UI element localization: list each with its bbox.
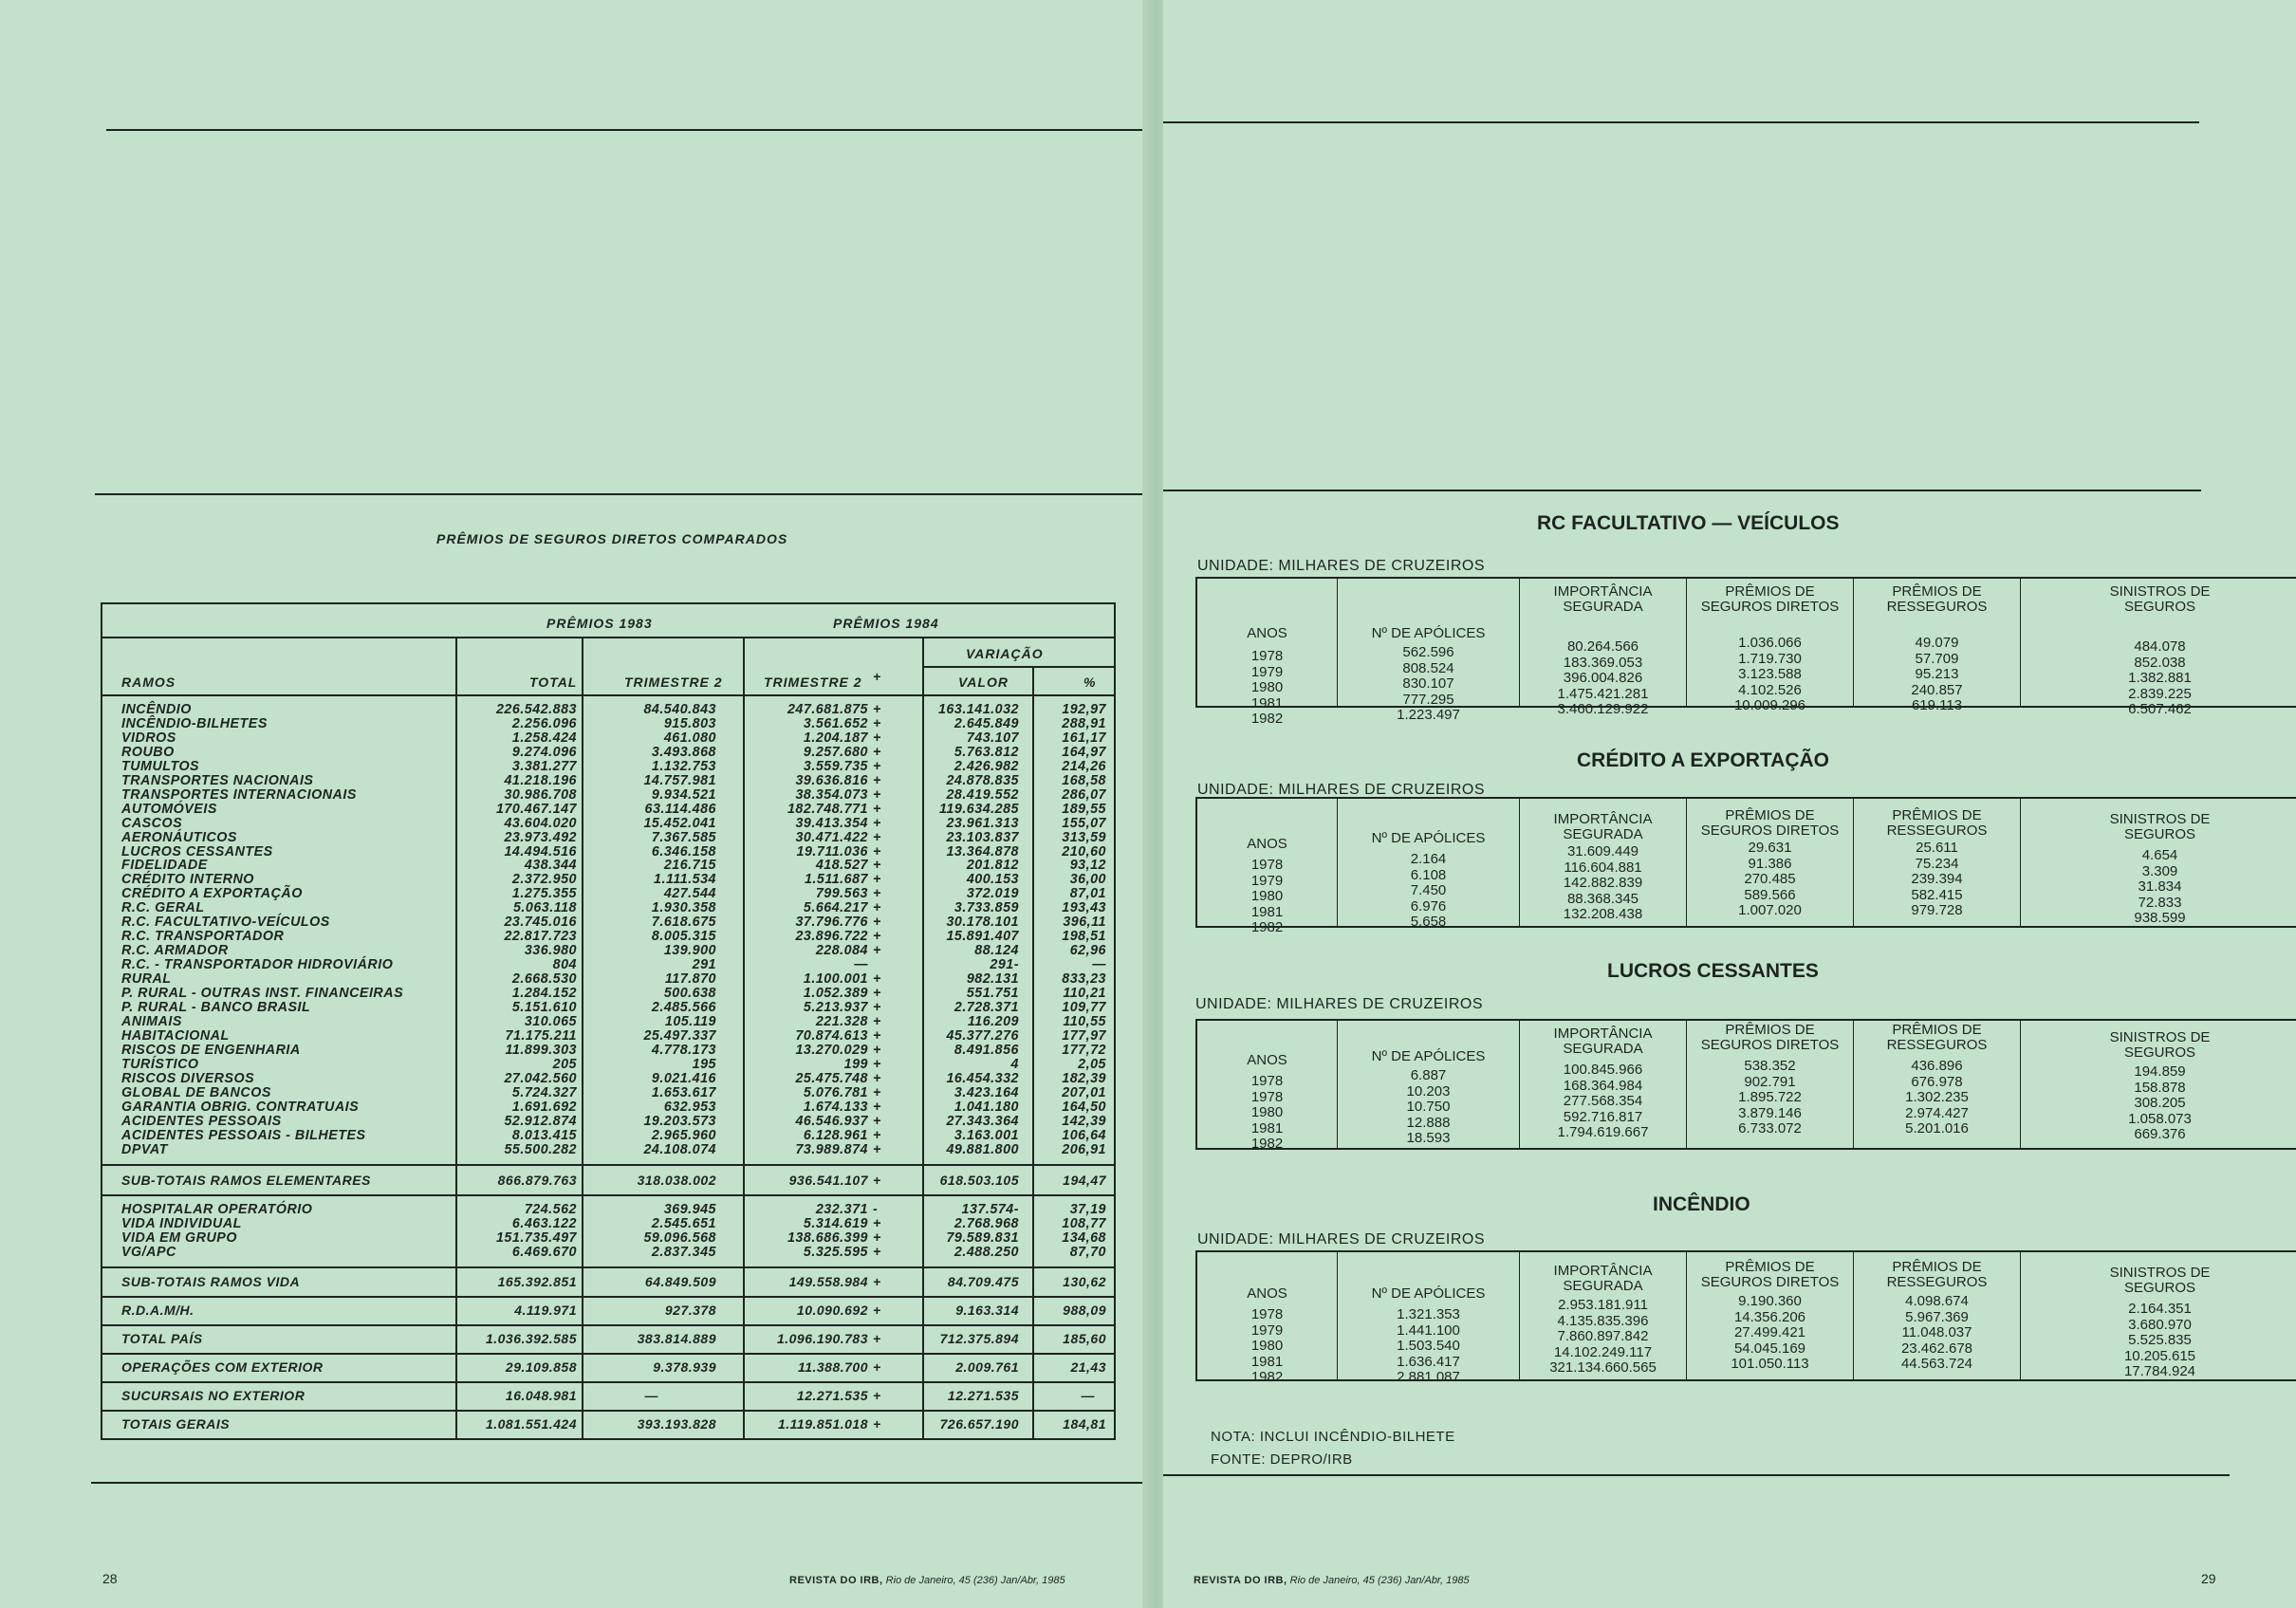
totais-gerais-row: TOTAIS GERAIS 1.081.551.424 393.193.828 1.119.851.018 + 726.657.190 184,81: [121, 1416, 1106, 1432]
operacoes-exterior-row: OPERAÇÕES COM EXTERIOR 29.109.858 9.378.939 11.388.700 + 2.009.761 21,43: [121, 1359, 1106, 1375]
rc-premios-resseguros: 49.079 57.709 95.213 240.857 619.113: [1911, 635, 1963, 713]
header-ramos: RAMOS: [121, 675, 176, 690]
block1-trim84-column: 247.681.875 3.561.652 1.204.187 9.257.680 3.559.735 39.636.816 38.354.073 182.748.771 39.413.354 30.471.422 19.711.036 418.527 1.511.687 799.563 5.664.217 37.796.776 23.896.722 228.084 — 1.100.001 1.052.389 5.213.937 221.328 70.874.613 13.270.029 199 25.475.748 5.076.781 1.674.133 46.546.937 6.128.961 73.989.874: [787, 702, 868, 1157]
bottom-rule-right: [1163, 1474, 2230, 1476]
page-number-right: 29: [2201, 1571, 2216, 1586]
header-total: TOTAL: [529, 675, 578, 690]
block1-pct-column: 192,97 288,91 161,17 164,97 214,26 168,58 286,07 189,55 155,07 313,59 210,60 93,12 36,00 87,01 193,43 396,11 198,51 62,96 — 833,23 110,21 109,77 110,55 177,97 177,72 2,05 182,39 207,01 164,50 142,39 106,64 206,91: [1062, 702, 1106, 1157]
block2-trim83-column: 369.945 2.545.651 59.096.568 2.837.345: [643, 1202, 716, 1260]
unidade-lucros-cessantes: UNIDADE: MILHARES DE CRUZEIROS: [1195, 996, 1484, 1012]
block2-valor-column: 137.574- 2.768.968 79.589.831 2.488.250: [946, 1202, 1019, 1260]
sucursais-exterior-row: SUCURSAIS NO EXTERIOR 16.048.981 — 12.271.535 + 12.271.535 —: [121, 1388, 1095, 1403]
rc-importancia: 80.264.566 183.369.053 396.004.826 1.475.421.281 3.460.129.922: [1557, 638, 1649, 717]
header-valor: VALOR: [958, 675, 1009, 690]
header-trimestre2-1984: TRIMESTRE 2: [764, 675, 862, 690]
total-pais-row: TOTAL PAÍS 1.036.392.585 383.814.889 1.096.190.783 + 712.375.894 185,60: [121, 1331, 1106, 1346]
subtotal-vida-row: SUB-TOTAIS RAMOS VIDA 165.392.851 64.849.509 149.558.984 + 84.709.475 130,62: [121, 1274, 1106, 1289]
table-incendio: ANOS 1978 1979 1980 1981 1982 Nº DE APÓLICES 1.321.353 1.441.100 1.503.540 1.636.417 2.881.087 IMPORTÂNCIA SEGURADA 2.953.181.911 4.135.835.396 7.860.897.842 14.102.249.117 321.134.660.565 PRÊMIOS DE SEGUROS DIRETOS 9.190.360 14.356.206 27.499.421 54.045.169 101.050.113 PRÊMIOS DE RESSEGUROS 4.098.674 5.967.369 11.048.037 23.462.678 44.563.724 SINISTROS DE SEGUROS 2.164.351 3.680.970 5.525.835 10.205.615 17.784.924: [1195, 1250, 2296, 1381]
rc-premios-diretos: 1.036.066 1.719.730 3.123.588 4.102.526 10.009.296: [1733, 635, 1806, 713]
table-lucros-cessantes: ANOS 1978 1978 1980 1981 1982 Nº DE APÓLICES 6.887 10.203 10.750 12.888 18.593 IMPORTÂNCIA SEGURADA 100.845.966 168.364.984 277.568.354 592.716.817 1.794.619.667 PRÊMIOS DE SEGUROS DIRETOS 538.352 902.791 1.895.722 3.879.146 6.733.072 PRÊMIOS DE RESSEGUROS 436.896 676.978 1.302.235 2.974.427 5.201.016 SINISTROS DE SEGUROS 194.859 158.878 308.205 1.058.073 669.376: [1195, 1019, 2296, 1150]
block1-plus-column: + + + + + + + + + + + + + + + + + + + + + + + + + + + + + + +: [873, 702, 881, 1157]
nota: NOTA: INCLUI INCÊNDIO-BILHETE: [1211, 1429, 1455, 1445]
table-title: PRÊMIOS DE SEGUROS DIRETOS COMPARADOS: [436, 531, 788, 546]
subtotal-elementares-row: SUB-TOTAIS RAMOS ELEMENTARES 866.879.763 318.038.002 936.541.107 + 618.503.105 194,47: [121, 1173, 1106, 1188]
footer-left: REVISTA DO IRB, Rio de Janeiro, 45 (236) Jan/Abr, 1985: [789, 1575, 1065, 1586]
section-rule-right: [1163, 490, 2201, 491]
header-pct: %: [1083, 675, 1097, 690]
block2-total-column: 724.562 6.463.122 151.735.497 6.469.670: [495, 1202, 577, 1260]
block1-trim83-column: 84.540.843 915.803 461.080 3.493.868 1.132.753 14.757.981 9.934.521 63.114.486 15.452.041 7.367.585 6.346.158 216.715 1.111.534 427.544 1.930.358 7.618.675 8.005.315 139.900 291 117.870 500.638 2.485.566 105.119 25.497.337 4.778.173 195 9.021.416 1.653.617 632.953 19.203.573 2.965.960 24.108.074: [643, 702, 716, 1157]
title-rc-facultativo: RC FACULTATIVO — VEÍCULOS: [1537, 512, 1840, 534]
title-lucros-cessantes: LUCROS CESSANTES: [1607, 960, 1819, 982]
block2-trim84-column: 232.371 5.314.619 138.686.399 5.325.595: [787, 1202, 868, 1260]
premios-table: [101, 602, 1116, 1440]
rc-anos: 1978 1979 1980 1981 1982: [1250, 648, 1284, 727]
unidade-credito-exportacao: UNIDADE: MILHARES DE CRUZEIROS: [1197, 782, 1486, 798]
rda-row: R.D.A.M/H. 4.119.971 927.378 10.090.692 + 9.163.314 988,09: [121, 1303, 1106, 1318]
right-page: [1163, 0, 2296, 1608]
title-incendio: INCÊNDIO: [1653, 1193, 1750, 1215]
table-credito-exportacao: ANOS 1978 1979 1980 1981 1982 Nº DE APÓLICES 2.164 6.108 7.450 6.976 5.658 IMPORTÂNCIA SEGURADA 31.609.449 116.604.881 142.882.839 88.368.345 132.208.438 PRÊMIOS DE SEGUROS DIRETOS 29.631 91.386 270.485 589.566 1.007.020 PRÊMIOS DE RESSEGUROS 25.611 75.234 239.394 582.415 979.728 SINISTROS DE SEGUROS 4.654 3.309 31.834 72.833 938.599: [1195, 797, 2296, 928]
section-rule: [95, 493, 1148, 495]
header-plus: +: [873, 669, 882, 684]
unidade-rc-facultativo: UNIDADE: MILHARES DE CRUZEIROS: [1197, 558, 1486, 574]
top-rule-right: [1163, 121, 2199, 123]
block2-ramos-column: HOSPITALAR OPERATÓRIO VIDA INDIVIDUAL VIDA EM GRUPO VG/APC: [121, 1202, 313, 1260]
title-credito-exportacao: CRÉDITO A EXPORTAÇÃO: [1577, 749, 1830, 771]
header-trimestre2-1983: TRIMESTRE 2: [624, 675, 723, 690]
rc-sinistros: 484.078 852.038 1.382.881 2.839.225 6.507.462: [2128, 638, 2192, 717]
block1-valor-column: 163.141.032 2.645.849 743.107 5.763.812 2.426.982 24.878.835 28.419.552 119.634.285 23.961.313 23.103.837 13.364.878 201.812 400.153 372.019 3.733.859 30.178.101 15.891.407 88.124 291- 982.131 551.751 2.728.371 116.209 45.377.276 8.491.856 4 16.454.332 3.423.164 1.041.180 27.343.364 3.163.001 49.881.800: [937, 702, 1019, 1157]
rc-apolices: 562.596 808.524 830.107 777.295 1.223.497: [1397, 644, 1460, 723]
bottom-rule: [91, 1482, 1148, 1484]
header-premios-1983: PRÊMIOS 1983: [546, 616, 653, 631]
top-rule: [106, 129, 1148, 131]
header-variacao: VARIAÇÃO: [966, 646, 1044, 661]
block1-total-column: 226.542.883 2.256.096 1.258.424 9.274.096 3.381.277 41.218.196 30.986.708 170.467.147 43.604.020 23.973.492 14.494.516 438.344 2.372.950 1.275.355 5.063.118 23.745.016 22.817.723 336.980 804 2.668.530 1.284.152 5.151.610 310.065 71.175.211 11.899.303 205 27.042.560 5.724.327 1.691.692 52.912.874 8.013.415 55.500.282: [495, 702, 577, 1157]
unidade-incendio: UNIDADE: MILHARES DE CRUZEIROS: [1197, 1231, 1486, 1248]
fonte: FONTE: DEPRO/IRB: [1211, 1451, 1353, 1468]
table-rc-facultativo: ANOS 1978 1979 1980 1981 1982 Nº DE APÓLICES 562.596 808.524 830.107 777.295 1.223.497 IMPORTÂNCIA SEGURADA 80.264.566 183.369.053 396.004.826 1.475.421.281 3.460.129.922 PRÊMIOS DE SEGUROS DIRETOS 1.036.066 1.719.730 3.123.588 4.102.526 10.009.296 PRÊMIOS DE RESSEGUROS 49.079 57.709 95.213 240.857 619.113 SINISTROS DE SEGUROS 484.078 852.038 1.382.881 2.839.225 6.507.462: [1195, 577, 2296, 708]
block2-pct-column: 37,19 108,77 134,68 87,70: [1062, 1202, 1106, 1260]
block2-plus-column: - + + +: [873, 1202, 881, 1260]
block1-ramos-column: INCÊNDIO INCÊNDIO-BILHETES VIDROS ROUBO TUMULTOS TRANSPORTES NACIONAIS TRANSPORTES INTERNACIONAIS AUTOMÓVEIS CASCOS AERONÁUTICOS LUCROS CESSANTES FIDELIDADE CRÉDITO INTERNO CRÉDITO A EXPORTAÇÃO R.C. GERAL R.C. FACULTATIVO-VEÍCULOS R.C. TRANSPORTADOR R.C. ARMADOR R.C. - TRANSPORTADOR HIDROVIÁRIO RURAL P. RURAL - OUTRAS INST. FINANCEIRAS P. RURAL - BANCO BRASIL ANIMAIS HABITACIONAL RISCOS DE ENGENHARIA TURÍSTICO RISCOS DIVERSOS GLOBAL DE BANCOS GARANTIA OBRIG. CONTRATUAIS ACIDENTES PESSOAIS ACIDENTES PESSOAIS - BILHETES DPVAT: [121, 702, 404, 1157]
footer-right: REVISTA DO IRB, Rio de Janeiro, 45 (236) Jan/Abr, 1985: [1194, 1575, 1470, 1586]
page-number-left: 28: [102, 1571, 118, 1586]
header-premios-1984: PRÊMIOS 1984: [833, 616, 939, 631]
